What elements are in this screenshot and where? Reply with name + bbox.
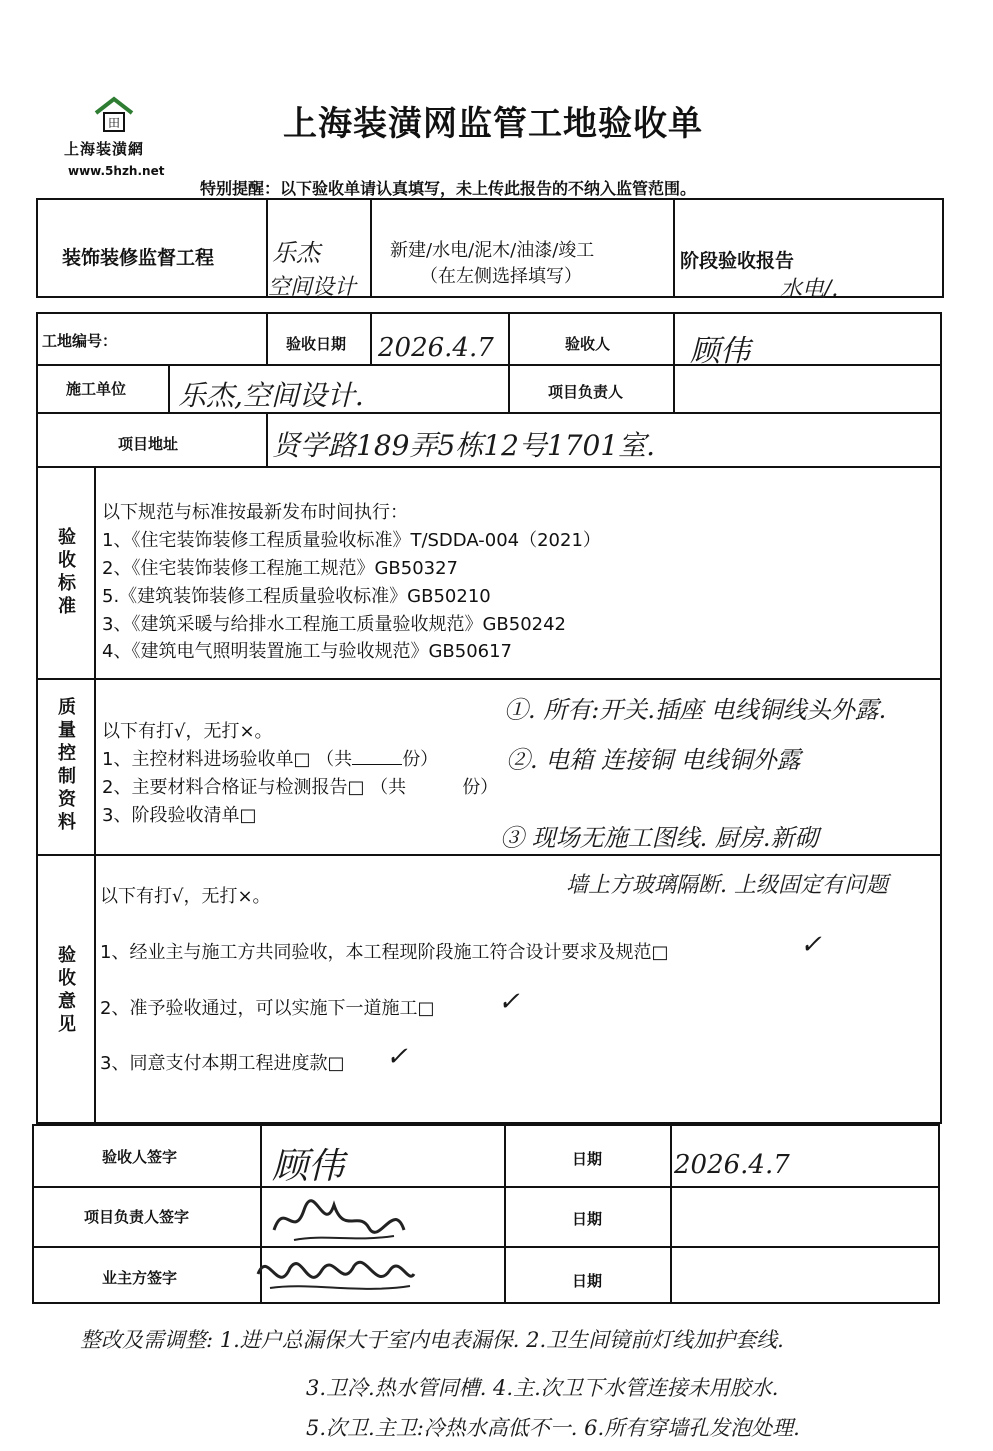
rectification-note: 5.次卫.主卫:冷热水高低不一. 6.所有穿墙孔发泡处理. — [306, 1416, 800, 1440]
contractor-handwritten: 乐杰,空间设计. — [178, 379, 364, 412]
date-label: 日期 — [572, 1150, 603, 1168]
inspector-handwritten: 顾伟 — [690, 334, 750, 369]
contractor-label: 施工单位 — [66, 380, 127, 398]
standard-item: 1、《住宅装饰装修工程质量验收标准》T/SDDA-004（2021） — [102, 530, 601, 551]
house-logo-icon — [92, 95, 136, 135]
standards-intro: 以下规范与标准按最新发布时间执行： — [102, 502, 408, 523]
address-label: 项目地址 — [118, 435, 179, 453]
report-label: 阶段验收报告 — [680, 250, 795, 272]
opinion-intro: 以下有打√，无打×。 — [100, 886, 271, 907]
quality-label: 质 量 控 制 资 料 — [58, 697, 76, 833]
standard-item: 2、《住宅装饰装修工程施工规范》GB50327 — [102, 558, 459, 579]
opinion-item: 2、准予验收通过，可以实施下一道施工□ — [100, 998, 435, 1019]
check-mark-icon: ✓ — [386, 1042, 408, 1072]
quality-item-2: 2、主要材料合格证与检测报告□ （共 份） — [102, 777, 499, 798]
date-handwritten: 2026.4.7 — [674, 1150, 790, 1180]
date-handwritten: 2026.4.7 — [378, 333, 494, 363]
opinion-item: 1、经业主与施工方共同验收，本工程现阶段施工符合设计要求及规范□ — [100, 942, 669, 963]
stage-handwritten: 水电/. — [780, 277, 839, 302]
standards-label: 验 收 标 准 — [58, 527, 76, 617]
date-label: 验收日期 — [286, 335, 347, 353]
stage-hint: （在左侧选择填写） — [420, 266, 582, 287]
rectification-note: 整改及需调整: 1.进户总漏保大于室内电表漏保. 2.卫生间镜前灯线加护套线. — [80, 1328, 784, 1352]
standard-item: 4、《建筑电气照明装置施工与验收规范》GB50617 — [102, 641, 513, 662]
logo-text: 上海装潢網 — [64, 140, 145, 158]
logo-url: www.5hzh.net — [68, 164, 165, 178]
quality-note-handwritten: ②. 电箱 连接铜 电线铜外露 — [506, 746, 801, 774]
address-handwritten: 贤学路189弄5栋12号1701室. — [272, 429, 656, 462]
site-no-label: 工地编号： — [42, 332, 118, 350]
date-label: 日期 — [572, 1210, 603, 1228]
signature-label: 业主方签字 — [102, 1269, 178, 1287]
project-label: 装饰装修监督工程 — [62, 247, 215, 269]
quality-item-1: 1、主控材料进场验收单□ （共 份） — [102, 749, 439, 770]
signature-handwritten: 顾伟 — [272, 1146, 345, 1187]
project-company-handwritten-2: 空间设计 — [268, 275, 357, 300]
manager-label: 项目负责人 — [548, 383, 624, 401]
signature-label: 验收人签字 — [102, 1148, 178, 1166]
inspector-label: 验收人 — [565, 335, 611, 353]
opinion-item: 3、同意支付本期工程进度款□ — [100, 1053, 345, 1074]
manager-signature-scribble — [264, 1190, 414, 1248]
owner-signature-scribble — [250, 1244, 420, 1302]
quality-item-3: 3、阶段验收清单□ — [102, 805, 257, 826]
check-mark-icon: ✓ — [498, 987, 520, 1017]
date-label: 日期 — [572, 1272, 603, 1290]
check-mark-icon: ✓ — [800, 930, 822, 960]
standard-item: 3、《建筑采暖与给排水工程施工质量验收规范》GB50242 — [102, 614, 567, 635]
standard-item: 5.《建筑装饰装修工程质量验收标准》GB50210 — [102, 586, 491, 607]
quality-note-handwritten: ①. 所有:开关.插座 电线铜线头外露. — [504, 696, 887, 724]
quality-intro: 以下有打√，无打×。 — [102, 721, 273, 742]
quality-note-handwritten: ③ 现场无施工图线. 厨房.新砌 — [500, 824, 819, 852]
opinion-label: 验 收 意 见 — [58, 945, 76, 1035]
page-title: 上海装潢网监管工地验收单 — [283, 104, 703, 144]
rectification-note: 3.卫冷.热水管同槽. 4.主.次卫下水管连接未用胶水. — [306, 1376, 779, 1400]
quality-note-handwritten: 墙上方玻璃隔断. 上级固定有问题 — [566, 873, 888, 898]
signature-label: 项目负责人签字 — [84, 1208, 190, 1226]
notice-text: 特别提醒：以下验收单请认真填写，未上传此报告的不纳入监管范围。 — [200, 179, 697, 198]
project-company-handwritten-1: 乐杰 — [272, 239, 320, 267]
stage-options: 新建/水电/泥木/油漆/竣工 — [390, 240, 595, 261]
svg-text:田: 田 — [107, 116, 121, 130]
